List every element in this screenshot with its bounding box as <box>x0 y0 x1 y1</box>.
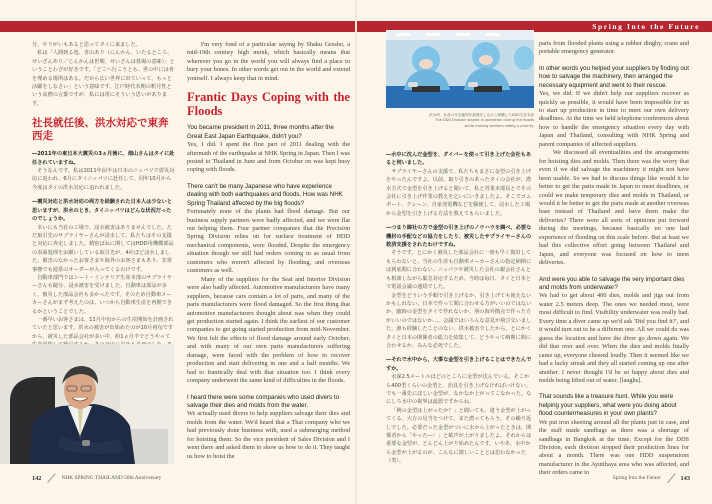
footer-section-title: Spring Into the Future <box>612 475 661 481</box>
photo-caption <box>376 113 534 129</box>
jp-answer: 「例の金型は上がったか？」と聞いても、違う金型が上がってくる。大方の見当をつけて、また潜ってもらう。その繰り返しでした。必要だった金型がついに水から上がったときは、関係者から「やった―！」と歓声が上がりましたよ。それからは重要な金型が、どんどん上がり始めたんです。いやあ、水中から金型が上がるのが、こんなに嬉しいこととは思わなかった（笑）。 <box>386 407 532 465</box>
en-answer: Yes, I did. I spent the first part of 2011 dealing with the aftermath of the earthquake at NHK Spring in Japan. Then I was posted to Thailand in June and from October on was kept busy coping with floods. <box>187 141 350 174</box>
en-answer: Many of the suppliers for the Seat and Interior Division were also badly affected. Automotive manufacturers have many suppliers, because cars contain a lot of parts, and many of the parts manufacturers were flood damaged. So the first thing that automotive manufacturers thought about was when they could get production started again. I think the earliest of our customer companies to get going started production from mid-November. We first felt the effects of flood damage around early October, and with many of our own parts manufacturers suffering damage, were faced with the problem of how to recover production and start delivering in one and a half months. We had to frantically deal with that situation too. I think every company underwent the same kind of difficulties in the floods. <box>187 275 350 385</box>
publication-title: NHK SPRING THAILAND 50th Anniversary <box>61 475 162 481</box>
section-title: Spring Into the Future <box>592 22 700 31</box>
en-answer: Fortunately none of the plants had flood damage. But our business supply partners were badly affected, and we were flat out helping them. Four partner companies that the Precision Spring Division relies on for surface treatment of HDD mechanical components, were flooded. Despite the emergency situation though we still had orders coming in as usual from customers who weren't affected by flooding, and overseas customers as well. <box>187 208 350 275</box>
left-jp-column <box>32 41 175 341</box>
jp-question: ―水中に沈んだ金型を、ダイバーを使って引き上げた会社もあると伺いました。 <box>386 152 532 167</box>
jp-answer: 金型をどういう手順で引き上げるか、引き上げても使えないかもしれない。日本で作って間に合わせる方がいいのではないか、臨時の金型をタイで作れないか、別の海外拠点で作った方がいいのではないか…。会議ではいろんな意見が飛び交いました。誰も経験したことのない、洪水被害でしたから。とにかくタイと日本の関係者の総力を結集して、どうやって納期に間に合わせるか、みんな必死でした。 <box>386 292 532 349</box>
en-answer: We actually used divers to help suppliers salvage their dies and molds from the water. We'd heard that a Thai company who we had previously done business with, used a submerging method for hoisting them. So the vice president of Sales Division and I went there and asked them to show us how to do it. They taught us how to hoist the <box>187 410 350 460</box>
en-answer: We put iron sheeting around all the plants just in case, and the staff made sandbags as there was a shortage of sandbags in Bangkok at the time. Except for the DDS Division, each division stopped their production lines for about a month. There was one HDD suspensions manufacturer in the Ayutthaya area who was affected, and their orders came to <box>539 418 689 477</box>
right-en-column <box>539 40 689 477</box>
left-page-footer <box>32 473 161 483</box>
en-question: There can't be many Japanese who have experience dealing with both earthquakes and floods. How was NHK Spring Thailand affected by the big floods? <box>187 182 343 207</box>
en-answer: We had to get about 400 dies, molds and jigs out from water 2.5 meters deep. The ones we needed most, were most difficult to find. Visibility underwater was really bad. Every time a diver came up we'd ask 'Did you find it?', and it would turn out to be a different one. All we could do was guess the location and have the diver go down again. We did that over and over. When the dies and molds finally came up, everyone cheered loudly. Then it seemed like we had a lucky streak and they all started coming up one after another. I never thought I'd be so happy about dies and molds being lifted out of water. [laughs]. <box>539 292 689 384</box>
jp-answer: 一番早いお客さまは、11月中旬からの生産開始を計画されていたと思います。洪水の被害が出始めたのが10月初旬ですから、被災した部品会社が多い中、約1ヵ月半でどうやって <box>32 316 174 340</box>
en-question: In other words you helped your suppliers by finding out how to salvage the machinery, then arranged the necessary equipment and went to their rescue. <box>539 64 689 89</box>
photo-caption-en: while making workers safety a priority. <box>464 123 534 128</box>
jp-section-heading: 社長就任後、洪水対応で東奔西走 <box>32 117 169 143</box>
en-continued-text: parts from flooded plants using a rubber dinghy, crane and portable emergency generator. <box>539 40 689 56</box>
jp-answer: そうなんです。私は2011年前半は日本のニッパツで震災対応に追われ、6月にタイニッパツに赴任して、同年10月から今度はタイの洪水対応に追われました。 <box>32 168 175 191</box>
en-question: You became president in 2011, three months after the Great East Japan Earthquake, didn't you? <box>187 124 334 140</box>
jp-question: ―それで水中から、大事な金型を引き上げることはできたんですか。 <box>386 357 532 372</box>
jp-answer: 水深2.5メートルほどのところに金型が沈んでいる。そこから400型くらいの金型と、治具を引き上げなければいけない。でも一番先にほしい金型が、なかなか上がってこなかった。なにしろ水中の視界は最悪ですからね。 <box>386 374 532 406</box>
en-section-heading: Frantic Days Coping with the Floods <box>187 90 350 119</box>
photo-caption-jp: 洪水時、社員の安全確保を最優先しながら稼働したDDS生産本部 <box>429 113 534 117</box>
clean-room-workers-illustration <box>386 30 534 108</box>
factory-photo <box>386 30 534 108</box>
executive-portrait-illustration <box>0 344 174 464</box>
en-answer: We discussed all eventualities and the arrangements for hoisting dies and molds. Then there was the worry that even if we did salvage the machinery it might not have been usable. So we had to discuss things like would it be better to get the parts made in Japan to meet deadlines, or could we make temporary dies and molds in Thailand, or would it be better to get the parts made at another overseas base instead of Thailand and have them make the deliveries? There were all sorts of opinions put forward during the meetings, because basically no one had experience of flooding on this scale before. But at least we had this collective effort going between Thailand and Japan, and everyone was focused on how to meet deliveries. <box>539 149 689 267</box>
page-number: 142 <box>32 474 42 482</box>
jp-question: ―2011年の東日本大震災の3ヵ月後に、畑山さんはタイに赴任されていますね。 <box>32 151 175 166</box>
left-en-column <box>187 41 350 474</box>
header-band-left <box>0 21 356 32</box>
jp-intro-paragraph: 私は「人間到る処、青山あり（にんかん、いたるところ、せいざんあり／じんかんは世間、せいざんは墓場の意味）」ということわざが好きです。「どこへ行こうとも、世の中には骨を埋める場所はある。だから広い世界に出ていって、もっと活躍をしなさい」という意味です。江戸時代末期の釈月性という高僧の言葉ですが、私には常にそういう思いがあります。 <box>32 50 175 107</box>
en-question: That sounds like a treasure hunt. While you were helping your suppliers, what were you doing about flood countermeasures in your own plants? <box>539 393 677 418</box>
en-question: And were you able to salvage the very important dies and molds from underwater? <box>539 275 685 292</box>
slash-divider-icon <box>666 473 676 483</box>
jp-answer: 幸いにも当社の工場で、浸水被害はありませんでした。ただ取引先のサプライヤーさんが浸水して、私たちはその支援と対応に奔走しました。精密ばねに関してはHDD用機構部品の表面処理をお願いしている取引先が、4社ほど浸水しました。被害のなかったお客さまや海外のお客さまもあり、非常事態でも通常のオーダーが入ってくるわけです。 <box>32 224 174 273</box>
slash-divider-icon <box>46 473 56 483</box>
right-jp-column <box>386 151 534 465</box>
jp-intro-line: 分、やりがいもあると思ってタイに来ました。 <box>32 42 141 48</box>
jp-question: ―震災対応と洪水対応の両方を経験された日本人は少ないと思いますが、洪水のとき、タイニッパツはどんな状況だったのでしょうか。 <box>32 199 173 223</box>
page-gutter <box>355 0 357 504</box>
jp-question: ―つまり御社の方で金型の引き上げのノウハウを調べ、必要な機材の手配などの協力をしたり、被災したサプライヤーさんの救済支援をされたわけですね。 <box>386 225 532 249</box>
en-answer: Yes, we did. If we didn't help our suppliers recover as quickly as possible, it would have been impossible for us to start up production in time to meet our own delivery deadlines. At the time we held telephone conferences about how to handle the emergency situation every day with Japan and Thailand, consulting with NHK Spring and parent companies of affected suppliers. <box>539 90 689 148</box>
jp-answer: そうです。とにかく被災した部品会社に一刻も早く復旧してもらわないと、当社の生産も自動車メーカーさんの指定納期には到底間に合わない。ニッパツや被災した会社の親会社さんとも相談しながら緊急対応するため、当時は毎日、タイと日本とで電話会議の連続でした。 <box>386 250 532 291</box>
jp-answer: 自動車部門ではシート・インテリア生産本部のサプライヤーさんも随分、浸水被害を受けました。自動車は部品が多く、被災した部品会社も多かったです。そのため自動車メーカーさんがまず考えたのは、いつから自動車生産を再開できるかということでした。 <box>32 274 173 315</box>
jp-answer: サプライヤーさんの支援で、私たちもまさに金型の引き上げをやったんですよ。以前、取り引きのあったタイの会社が、潜水方式で金型を引き上げると聞いて、私と営業本部長とでその会社に引き上げ作業の教えを乞いにいきましたよ。そこでゴムボート、クレーン、自家発電機などを駆使して、浸水した工場から金型を引き上げる方法を教えてもらいました。 <box>386 168 532 217</box>
en-intro-paragraph: I'm very fond of a particular saying by Shaku Gessho, a mid-19th century high monk, which basically means that wherever you go in the world you will always find a place to bury your bones. In other words get out in the world and extend yourself. I always keep that in mind. <box>187 41 350 82</box>
executive-photo <box>0 344 174 464</box>
right-page-footer <box>613 473 690 483</box>
page-number: 143 <box>680 474 690 482</box>
photo-caption-en: The DDS Division stayed in operation during the floods <box>435 118 534 123</box>
en-question: I heard there were some companies who used divers to salvage their dies and molds from the water. <box>187 393 340 410</box>
